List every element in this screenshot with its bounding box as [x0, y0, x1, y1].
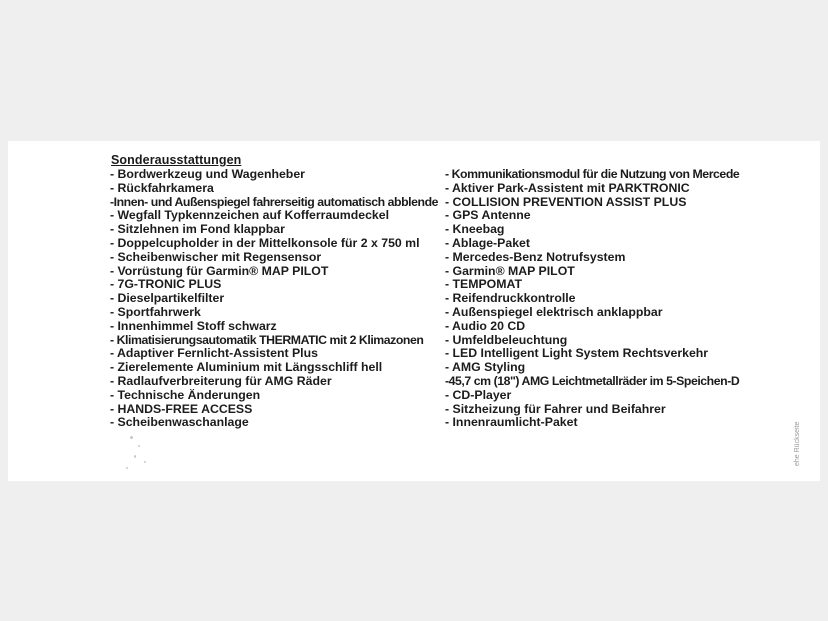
list-item: - Scheibenwaschanlage [110, 416, 249, 430]
equipment-list-left [110, 168, 445, 430]
list-item: -Innen- und Außenspiegel fahrerseitig automatisch abblende [110, 195, 439, 209]
list-item: - Außenspiegel elektrisch anklappbar [445, 305, 663, 319]
document-heading: Sonderausstattungen [111, 153, 242, 167]
list-item: - Radlaufverbreiterung für AMG Räder [110, 374, 332, 388]
list-item: - Technische Änderungen [110, 388, 261, 402]
equipment-list-right [445, 168, 820, 430]
scan-speck [126, 467, 128, 469]
list-item: - Adaptiver Fernlicht-Assistent Plus [110, 347, 318, 361]
list-item: - Bordwerkzeug und Wagenheber [110, 168, 305, 181]
side-note: ehe Rückseite [794, 421, 801, 466]
list-item: - Garmin® MAP PILOT [445, 264, 575, 278]
list-item: - Zierelemente Aluminium mit Längsschliff hell [110, 361, 383, 375]
list-item: - Dieselpartikelfilter [110, 292, 225, 306]
list-item: - Reifendruckkontrolle [445, 292, 576, 306]
list-item: - Doppelcupholder in der Mittelkonsole für 2 x 750 ml [110, 236, 420, 250]
list-item: - 7G-TRONIC PLUS [110, 278, 222, 292]
list-item: - Sitzlehnen im Fond klappbar [110, 223, 285, 237]
list-item: - Kneebag [445, 223, 505, 237]
list-item: - Audio 20 CD [445, 319, 526, 333]
list-item: - TEMPOMAT [445, 278, 522, 292]
list-item: - Vorrüstung für Garmin® MAP PILOT [110, 264, 329, 278]
list-item: - Rückfahrkamera [110, 181, 214, 195]
list-item: - Klimatisierungsautomatik THERMATIC mit 2 Klimazonen [110, 333, 424, 347]
list-item: - GPS Antenne [445, 209, 531, 223]
list-item: - Wegfall Typkennzeichen auf Kofferraumdeckel [110, 209, 390, 223]
list-item: - Mercedes-Benz Notrufsystem [445, 250, 626, 264]
list-item: - Aktiver Park-Assistent mit PARKTRONIC [445, 181, 690, 195]
list-item: - Innenraumlicht-Paket [445, 416, 578, 430]
scan-speck [144, 461, 146, 463]
list-item: - LED Intelligent Light System Rechtsverkehr [445, 347, 709, 361]
scan-speck [130, 436, 133, 439]
list-item: - Innenhimmel Stoff schwarz [110, 319, 277, 333]
list-item: - COLLISION PREVENTION ASSIST PLUS [445, 195, 687, 209]
list-item: - HANDS-FREE ACCESS [110, 402, 253, 416]
list-item: - Sitzheizung für Fahrer und Beifahrer [445, 402, 666, 416]
scan-speck [134, 455, 136, 458]
list-item: - Kommunikationsmodul für die Nutzung von Mercede [445, 168, 740, 181]
scanned-document [8, 141, 820, 481]
watermark [764, 589, 804, 595]
list-item: - AMG Styling [445, 361, 526, 375]
list-item: - CD-Player [445, 388, 512, 402]
scan-speck [138, 445, 140, 447]
list-item: - Ablage-Paket [445, 236, 530, 250]
list-item: - Sportfahrwerk [110, 305, 201, 319]
list-item: -45,7 cm (18") AMG Leichtmetallräder im 5-Speichen-D [445, 374, 740, 388]
list-item: - Scheibenwischer mit Regensensor [110, 250, 322, 264]
list-item: - Umfeldbeleuchtung [445, 333, 568, 347]
